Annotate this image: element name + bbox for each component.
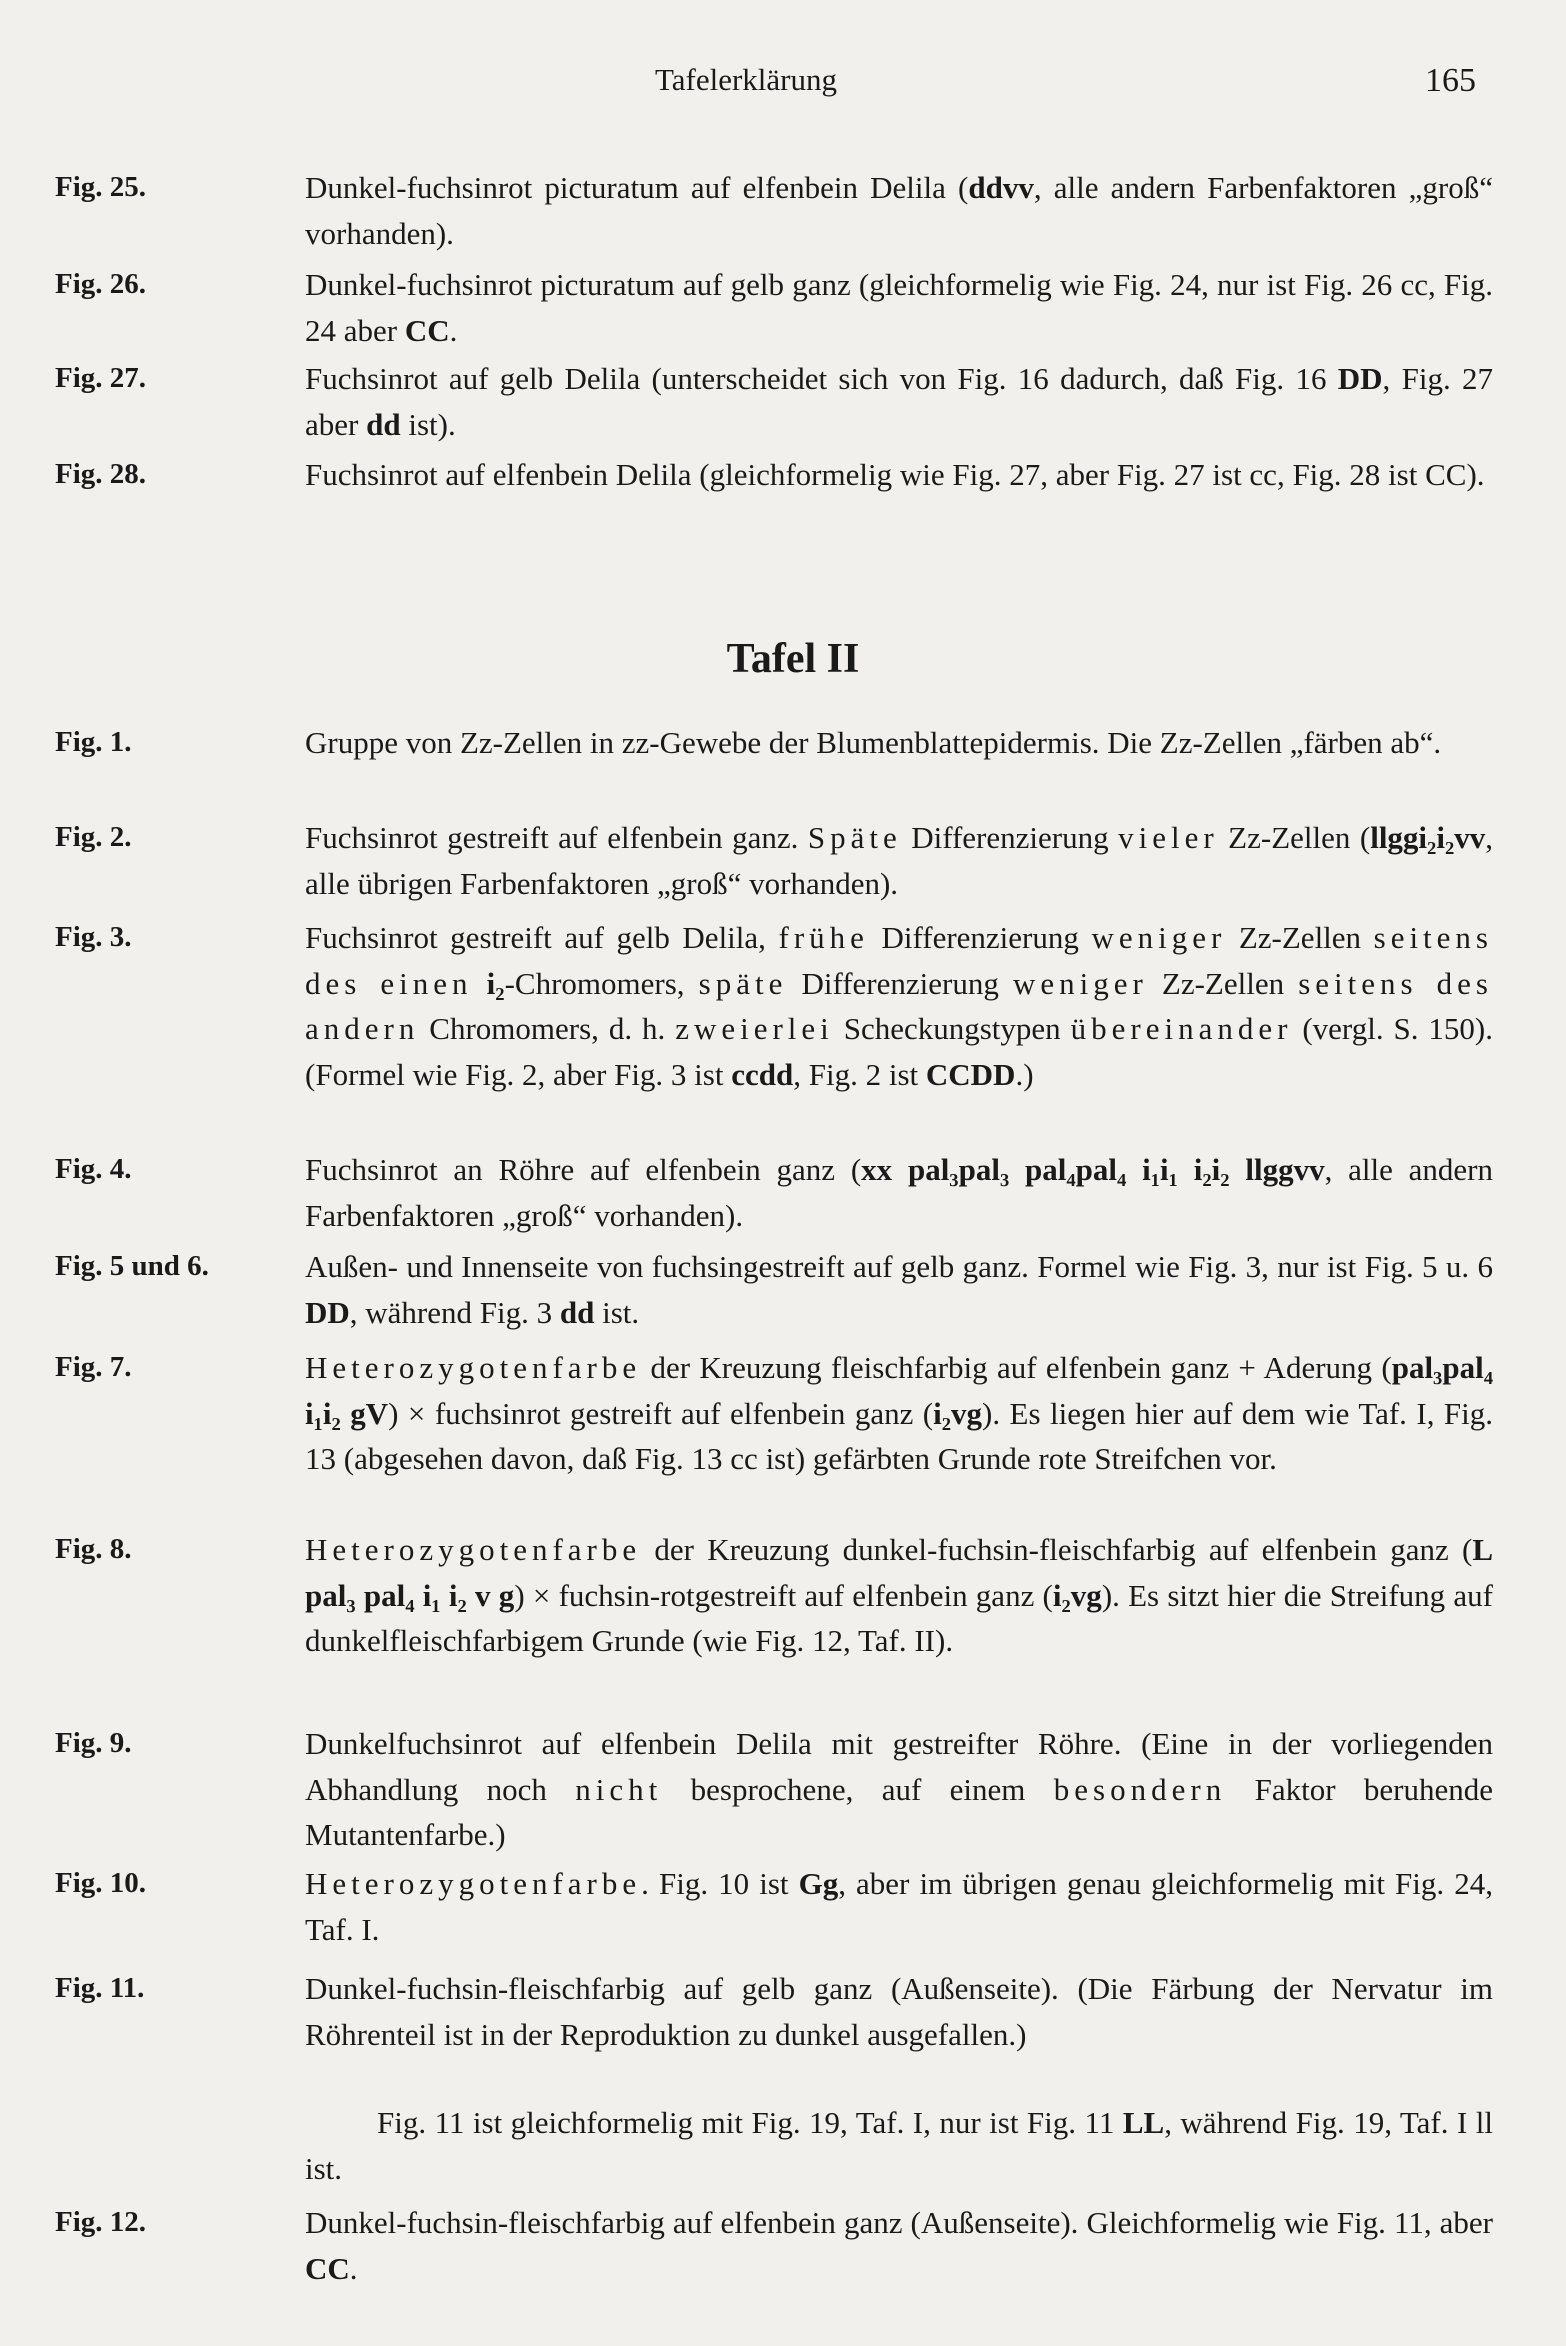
formula-text: i₂vg — [933, 1395, 983, 1431]
figure-description — [305, 452, 1493, 498]
running-header: Tafelerklärung — [655, 62, 838, 97]
text-segment: , alle andern Farbenfaktoren „groß“ vorhanden). — [305, 1152, 1494, 1233]
figure-description — [305, 2200, 1493, 2291]
text-segment: Fig. 11 ist gleichformelig mit Fig. 19, Taf. I, nur ist Fig. 11 — [377, 2105, 1123, 2140]
figure-description — [305, 2100, 1493, 2191]
figure-label: Fig. 26. — [55, 268, 147, 300]
spaced-emphasis: weniger — [1091, 920, 1227, 955]
text-segment: Zz-Zellen — [1147, 965, 1299, 1001]
text-segment: Dunkel-fuchsin-fleischfarbig auf gelb ganz (Außenseite). (Die Färbung der Nervatur im Röhrenteil ist in der Reproduktion zu dunkel ausgefallen.) — [305, 1971, 1493, 2052]
text-segment: ist. — [594, 1294, 640, 1330]
spaced-emphasis: zweierlei — [675, 1011, 834, 1046]
spaced-emphasis: Heterozygotenfarbe — [305, 1866, 642, 1901]
figure-label: Fig. 7. — [55, 1351, 132, 1383]
text-segment: Chromomers, d. h. — [419, 1011, 676, 1046]
text-segment: der Kreuzung dunkel-fuchsin-fleischfarbig auf elfenbein ganz ( — [641, 1532, 1473, 1567]
text-segment: Fuchsinrot auf elfenbein Delila (gleichformelig wie Fig. 27, aber Fig. 27 ist cc, Fig. 28 ist CC). — [305, 457, 1485, 492]
text-segment: (vergl. S. 150). (Formel wie Fig. 2, aber Fig. 3 ist — [305, 1011, 1493, 1092]
figure-description — [305, 720, 1493, 766]
text-segment: Differenzierung — [901, 820, 1119, 855]
text-segment: Zz-Zellen ( — [1218, 820, 1371, 855]
text-segment: Differenzierung — [868, 920, 1092, 955]
figure-description — [305, 1861, 1493, 1952]
formula-text: i₂vg — [1052, 1577, 1102, 1613]
text-segment: Dunkel-fuchsinrot picturatum auf gelb ganz (gleichformelig wie Fig. 24, nur ist Fig. 26 cc, Fig. 24 aber — [305, 267, 1493, 348]
figure-description — [305, 165, 1493, 256]
spaced-emphasis: Heterozygotenfarbe — [305, 1350, 642, 1385]
spaced-emphasis: übereinander — [1070, 1011, 1293, 1046]
figure-label: Fig. 10. — [55, 1867, 147, 1899]
figure-label: Fig. 5 und 6. — [55, 1250, 209, 1282]
figure-label: Fig. 1. — [55, 726, 132, 758]
spaced-emphasis: späte — [698, 965, 788, 1001]
figure-label: Fig. 3. — [55, 921, 132, 953]
formula-text: CC — [305, 2250, 350, 2286]
figure-description — [305, 915, 1493, 1097]
text-segment — [473, 966, 487, 1001]
formula-text: DD — [305, 1294, 350, 1330]
text-segment: besprochene, auf einem — [662, 1771, 1054, 1807]
formula-text: L pal₃ pal₄ i₁ i₂ v g — [305, 1532, 1493, 1613]
text-segment: , alle andern Farbenfaktoren „groß“ vorhanden). — [305, 170, 1493, 251]
formula-text: i₂ — [486, 965, 505, 1001]
spaced-emphasis: seitens des andern — [305, 965, 1493, 1046]
formula-text: ccdd — [731, 1056, 794, 1092]
text-segment: , Fig. 2 ist — [793, 1056, 926, 1092]
formula-text: dd — [366, 406, 401, 442]
text-segment: , während Fig. 19, Taf. I ll ist. — [305, 2105, 1493, 2186]
text-segment: ) × fuchsinrot gestreift auf elfenbein ganz ( — [388, 1395, 934, 1431]
figure-label: Fig. 27. — [55, 362, 147, 394]
formula-text: DD — [1337, 361, 1383, 396]
text-segment: .) — [1015, 1056, 1034, 1092]
figure-label: Fig. 12. — [55, 2206, 147, 2238]
spaced-emphasis: vieler — [1118, 820, 1219, 855]
figure-label: Fig. 25. — [55, 171, 147, 203]
text-segment: Gruppe von Zz-Zellen in zz-Gewebe der Blumenblattepidermis. Die Zz-Zellen „färben ab“. — [305, 725, 1442, 760]
text-segment: Scheckungstypen — [833, 1011, 1071, 1046]
formula-text: CC — [404, 312, 450, 348]
text-segment: ist). — [400, 406, 456, 442]
spaced-emphasis: Heterozygotenfarbe — [305, 1532, 642, 1567]
text-segment: . — [349, 2250, 358, 2286]
spaced-emphasis: seitens des einen — [305, 920, 1493, 1001]
figure-description — [305, 1527, 1493, 1664]
formula-text: llggi₂i₂vv — [1370, 820, 1486, 855]
formula-text: pal₃pal₄ i₁i₂ gV — [305, 1350, 1493, 1431]
text-segment: der Kreuzung fleischfarbig auf elfenbein ganz + Aderung ( — [641, 1350, 1392, 1385]
text-segment: Zz-Zellen — [1226, 920, 1374, 955]
figure-label: Fig. 9. — [55, 1727, 132, 1759]
figure-label: Fig. 8. — [55, 1533, 132, 1565]
figure-description — [305, 1721, 1493, 1858]
page-number: 165 — [1425, 62, 1476, 99]
formula-text: ddvv — [968, 170, 1034, 205]
text-segment: Fuchsinrot gestreift auf elfenbein ganz. — [305, 820, 808, 855]
text-segment: Differenzierung — [787, 965, 1013, 1001]
text-segment: Dunkel-fuchsinrot picturatum auf elfenbein Delila ( — [305, 170, 969, 205]
text-segment: Faktor beruhende Mutantenfarbe.) — [305, 1771, 1493, 1852]
text-segment: ). Es liegen hier auf dem wie Taf. I, Fig. 13 (abgesehen davon, daß Fig. 13 cc ist) gefärbten Grunde rote Streifchen vor. — [305, 1395, 1493, 1476]
text-segment: Außen- und Innenseite von fuchsingestreift auf gelb ganz. Formel wie Fig. 3, nur ist Fig. 5 u. 6 — [305, 1249, 1493, 1284]
formula-text: Gg — [798, 1866, 839, 1901]
text-segment: Dunkel-fuchsin-fleischfarbig auf elfenbein ganz (Außenseite). Gleichformelig wie Fig. 11, aber — [305, 2205, 1493, 2240]
text-segment: Fuchsinrot auf gelb Delila (unterscheidet sich von Fig. 16 dadurch, daß Fig. 16 — [305, 361, 1338, 396]
text-segment: , während Fig. 3 — [349, 1294, 560, 1330]
text-segment: ) × fuchsin-rotgestreift auf elfenbein ganz ( — [514, 1577, 1053, 1613]
formula-text: dd — [559, 1294, 595, 1330]
figure-description — [305, 1966, 1493, 2057]
spaced-emphasis: frühe — [778, 920, 869, 955]
formula-text: LL — [1122, 2105, 1165, 2140]
text-segment: , Fig. 27 aber — [305, 361, 1493, 442]
figure-description — [305, 1147, 1493, 1238]
figure-label: Fig. 4. — [55, 1153, 132, 1185]
text-segment: Dunkelfuchsinrot auf elfenbein Delila mit gestreifter Röhre. (Eine in der vorliegenden Abhandlung noch — [305, 1726, 1493, 1807]
figure-description — [305, 815, 1493, 906]
figure-label: Fig. 28. — [55, 458, 147, 490]
figure-label: Fig. 2. — [55, 821, 132, 853]
spaced-emphasis: weniger — [1012, 965, 1148, 1001]
figure-description — [305, 356, 1493, 447]
spaced-emphasis: besondern — [1053, 1771, 1227, 1807]
figure-description — [305, 262, 1493, 353]
figure-description — [305, 1345, 1493, 1482]
text-segment: , alle übrigen Farbenfaktoren „groß“ vorhanden). — [305, 820, 1493, 901]
text-segment: -Chromomers, — [504, 965, 699, 1001]
text-segment: , aber im übrigen genau gleichformelig mit Fig. 24, Taf. I. — [305, 1866, 1493, 1947]
formula-text: CCDD — [925, 1056, 1016, 1092]
spaced-emphasis: nicht — [575, 1771, 663, 1807]
figure-label: Fig. 11. — [55, 1972, 145, 2004]
text-segment: . Fig. 10 ist — [641, 1866, 799, 1901]
text-segment: ). Es sitzt hier die Streifung auf dunkelfleischfarbigem Grunde (wie Fig. 12, Taf. II). — [305, 1577, 1493, 1658]
formula-text: xx pal₃pal₃ pal₄pal₄ i₁i₁ i₂i₂ llggvv — [861, 1152, 1325, 1187]
text-segment: Fuchsinrot an Röhre auf elfenbein ganz ( — [305, 1152, 862, 1187]
figure-description — [305, 1244, 1493, 1335]
section-title: Tafel II — [726, 636, 860, 682]
text-segment: . — [449, 312, 458, 348]
text-segment: Fuchsinrot gestreift auf gelb Delila, — [305, 920, 779, 955]
spaced-emphasis: Späte — [807, 820, 902, 855]
